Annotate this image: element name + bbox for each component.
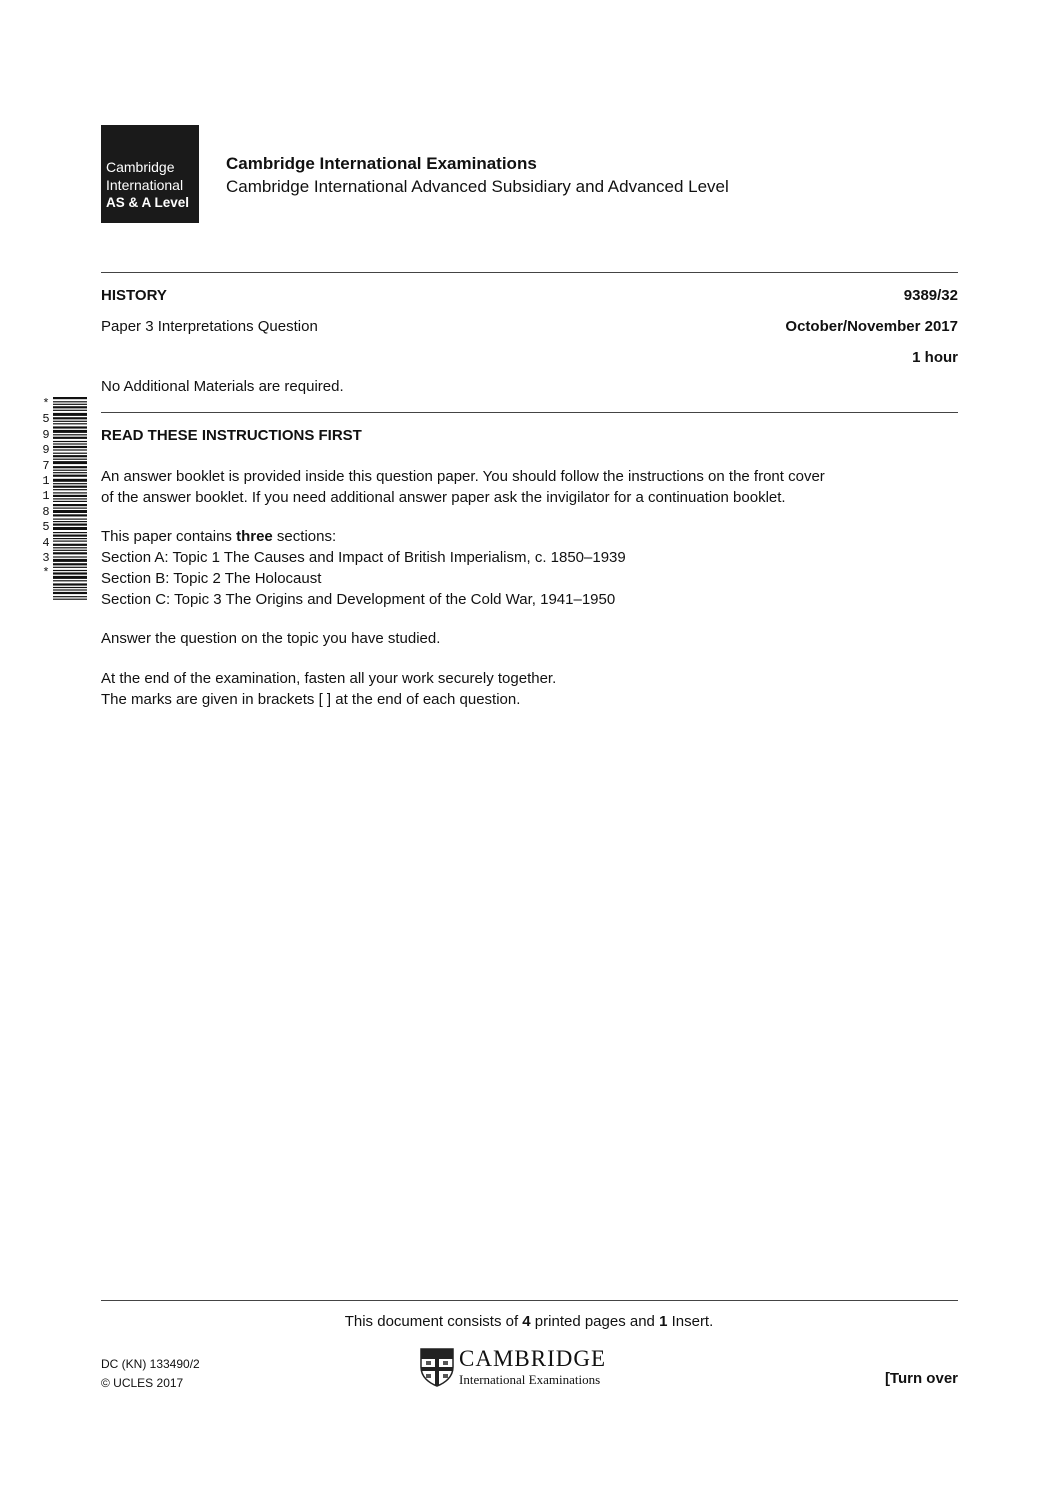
barcode-digit: 4	[42, 535, 50, 550]
logo-line-1: Cambridge	[106, 159, 175, 175]
answer-line: Answer the question on the topic you have studied.	[101, 630, 441, 647]
barcode-digit: *	[42, 397, 50, 411]
page-count: 4	[522, 1313, 531, 1330]
barcode-digit: *	[42, 566, 50, 581]
cambridge-shield-icon	[419, 1347, 455, 1387]
instructions-heading: READ THESE INSTRUCTIONS FIRST	[101, 427, 362, 444]
booklet-line-2: of the answer booklet. If you need additional answer paper ask the invigilator for a continuation booklet.	[101, 489, 786, 506]
barcode-digit: 3	[42, 551, 50, 566]
paper-code: 9389/32	[903, 287, 958, 304]
subject-title: HISTORY	[101, 287, 167, 304]
logo-line-3: AS & A Level	[106, 195, 190, 210]
footer-divider	[101, 1300, 958, 1301]
logo-line-2: International	[106, 177, 184, 193]
dc-code: DC (KN) 133490/2	[101, 1357, 200, 1371]
sections-list	[101, 526, 961, 610]
end-line-2: The marks are given in brackets [ ] at the end of each question.	[101, 691, 521, 708]
barcode-digit: 1	[42, 489, 50, 504]
section-a: Section A: Topic 1 The Causes and Impact of British Imperialism, c. 1850–1939	[101, 549, 626, 566]
booklet-line-1: An answer booklet is provided inside this question paper. You should follow the instructions on the front cover	[101, 468, 825, 485]
paper-name: Paper 3 Interpretations Question	[101, 318, 318, 335]
sections-intro-prefix: This paper contains	[101, 528, 237, 545]
barcode-digit: 5	[42, 520, 50, 535]
page-count-prefix: This document consists of	[344, 1313, 523, 1330]
instructions-divider	[101, 412, 958, 413]
sections-intro	[101, 526, 961, 547]
barcode-digit: 7	[42, 458, 50, 473]
answer-instruction	[101, 628, 961, 649]
sections-intro-count: three	[236, 528, 273, 545]
cambridge-as-a-level-logo	[101, 125, 199, 223]
barcode-digit: 9	[42, 427, 50, 442]
materials-note: No Additional Materials are required.	[101, 378, 344, 395]
barcode-digits	[40, 397, 52, 582]
sections-intro-suffix: sections:	[272, 528, 337, 545]
barcode-digit: 5	[42, 412, 50, 427]
org-subtitle: Cambridge International Advanced Subsidiary and Advanced Level	[226, 177, 729, 196]
page-count-note	[0, 1313, 1058, 1330]
barcode-digit: 8	[42, 504, 50, 519]
exam-duration: 1 hour	[912, 349, 958, 366]
document-codes	[101, 1355, 200, 1393]
barcode-digit: 9	[42, 443, 50, 458]
booklet-instructions	[101, 466, 961, 508]
copyright: © UCLES 2017	[101, 1376, 184, 1390]
org-title: Cambridge International Examinations	[226, 154, 537, 173]
barcode-digit: 1	[42, 474, 50, 489]
turn-over-label: [Turn over	[884, 1370, 958, 1387]
cambridge-wordmark-sub: International Examinations	[459, 1372, 601, 1387]
section-c: Section C: Topic 3 The Origins and Development of the Cold War, 1941–1950	[101, 591, 616, 608]
exam-session: October/November 2017	[785, 318, 958, 335]
header-divider	[101, 272, 958, 273]
page-count-middle: printed pages and	[530, 1313, 660, 1330]
cambridge-wordmark: CAMBRIDGE	[459, 1346, 607, 1371]
end-line-1: At the end of the examination, fasten all your work securely together.	[101, 670, 557, 687]
section-b: Section B: Topic 2 The Holocaust	[101, 570, 322, 587]
end-instructions	[101, 668, 961, 710]
page-count-suffix: Insert.	[667, 1313, 714, 1330]
insert-count: 1	[659, 1313, 668, 1330]
